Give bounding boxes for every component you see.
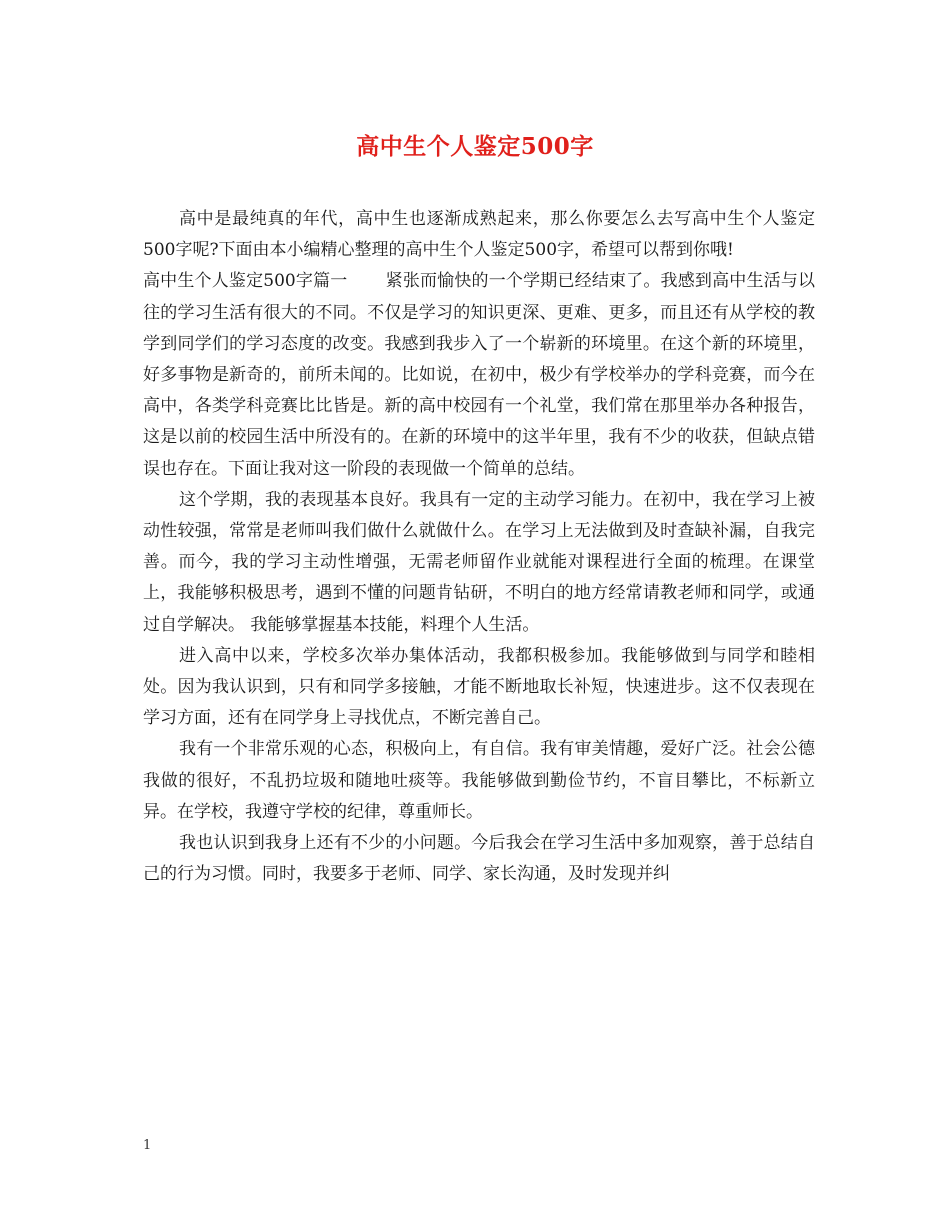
intro-paragraph: 高中是最纯真的年代，高中生也逐渐成熟起来，那么你要怎么去写高中生个人鉴定500字呢?下面由本小编精心整理的高中生个人鉴定500字，希望可以帮到你哦! <box>143 209 815 261</box>
document-title: 高中生个人鉴定500字 <box>356 133 594 160</box>
document-body <box>143 204 815 890</box>
section-heading: 高中生个人鉴定500字篇一 <box>143 271 348 292</box>
body-paragraph-3: 我有一个非常乐观的心态，积极向上，有自信。我有审美情趣，爱好广泛。社会公德我做的很好，不乱扔垃圾和随地吐痰等。我能够做到勤俭节约，不盲目攀比，不标新立异。在学校，我遵守学校的纪律，尊重师长。 <box>143 739 815 822</box>
body-paragraph-2: 进入高中以来，学校多次举办集体活动，我都积极参加。我能够做到与同学和睦相处。因为我认识到，只有和同学多接触，才能不断地取长补短，快速进步。这不仅表现在学习方面，还有在同学身上寻找优点，不断完善自己。 <box>143 645 815 729</box>
page-number: 1 <box>143 1138 152 1153</box>
body-paragraph-1: 这个学期，我的表现基本良好。我具有一定的主动学习能力。在初中，我在学习上被动性较强，常常是老师叫我们做什么就做什么。在学习上无法做到及时查缺补漏，自我完善。而今，我的学习主动性增强，无需老师留作业就能对课程进行全面的梳理。在课堂上，我能够积极思考，遇到不懂的问题肯钻研，不明白的地方经常请教老师和同学，或通过自学解决。 我能够掌握基本技能，料理个人生活。 <box>143 489 815 635</box>
section-first-text: 紧张而愉快的一个学期已经结束了。我感到高中生活与以往的学习生活有很大的不同。不仅是学习的知识更深、更难、更多，而且还有从学校的教学到同学们的学习态度的改变。我感到我步入了一个崭新的环境里。在这个新的环境里，好多事物是新奇的，前所未闻的。比如说，在初中，极少有学校举办的学科竞赛，而今在高中，各类学科竞赛比比皆是。新的高中校园有一个礼堂，我们常在那里举办各种报告，这是以前的校园生活中所没有的。在新的环境中的这半年里，我有不少的收获，但缺点错误也存在。下面让我对这一阶段的表现做一个简单的总结。 <box>143 271 815 479</box>
section-paragraph <box>143 266 815 484</box>
body-paragraph-4: 我也认识到我身上还有不少的小问题。今后我会在学习生活中多加观察，善于总结自己的行为习惯。同时，我要多于老师、同学、家长沟通，及时发现并纠 <box>143 833 815 885</box>
